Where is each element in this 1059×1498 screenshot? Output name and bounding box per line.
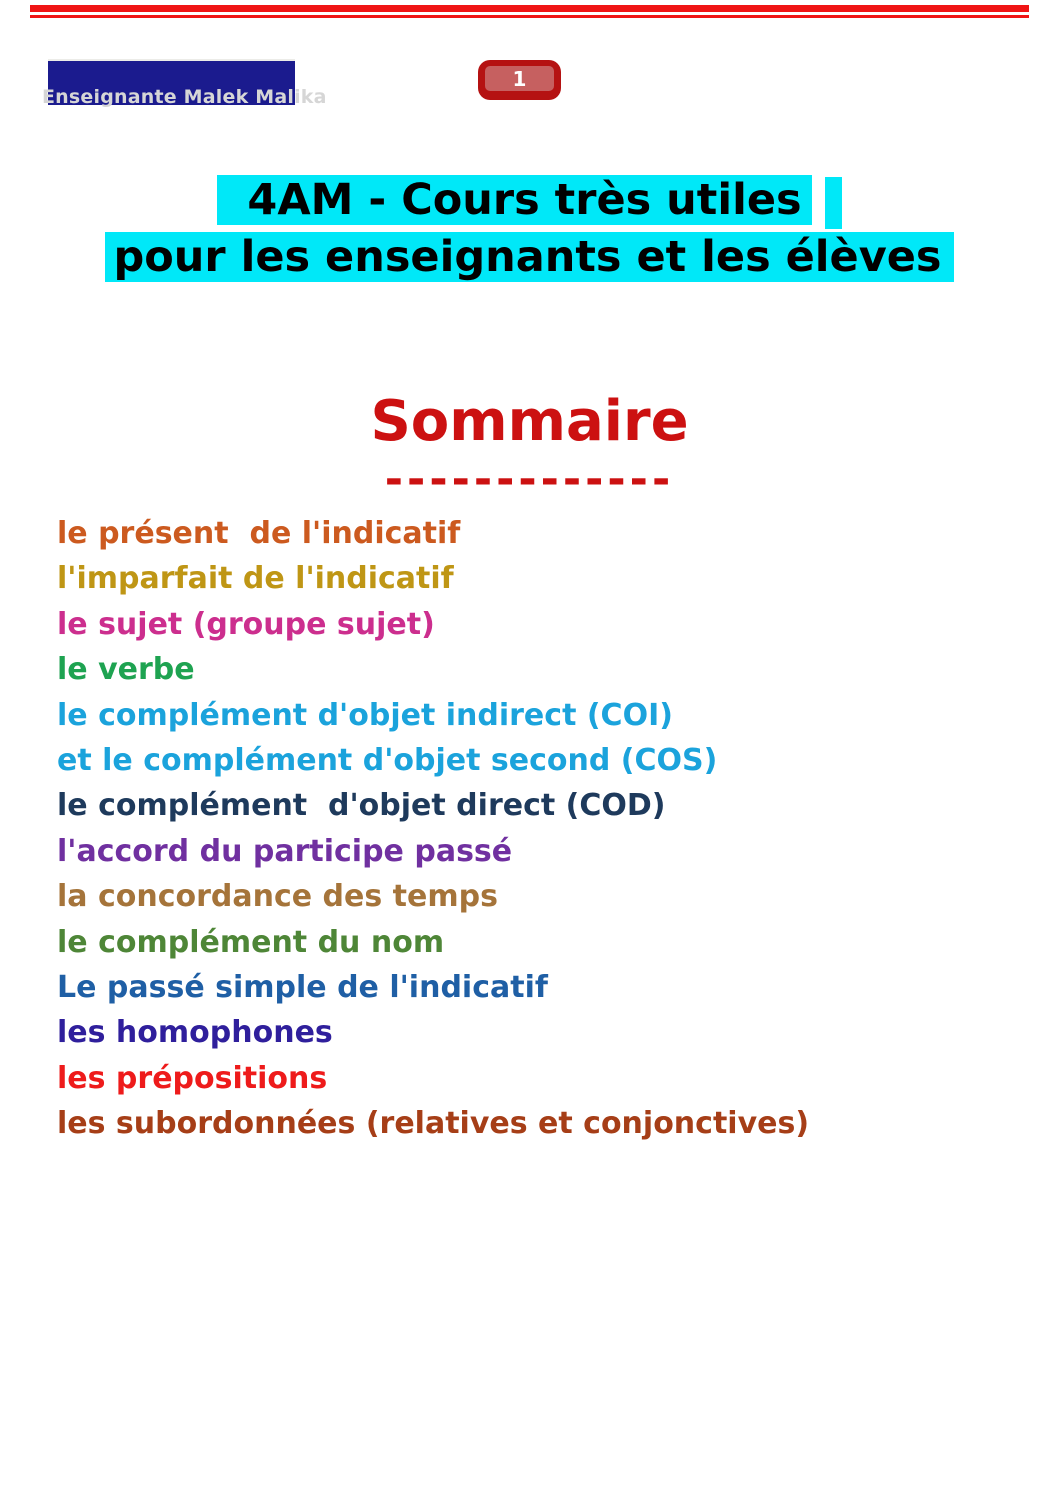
page-number-badge [478,60,561,100]
toc-item: et le complément d'objet second (COS) [57,743,718,779]
toc-item: les prépositions [57,1060,328,1096]
toc-item: le verbe [57,652,195,688]
toc-item: le sujet (groupe sujet) [57,606,435,642]
top-border-thick [30,5,1029,12]
title-line-1-text: 4AM - Cours très utiles [217,175,811,225]
teacher-name-box [42,61,327,108]
top-border-thin [30,15,1029,18]
document-title [0,172,1059,286]
toc-item: le complément du nom [57,924,445,960]
title-highlight-tail [825,177,842,229]
toc-list [57,511,809,1147]
sommaire-separator: ------------- [384,454,675,505]
toc-item: le complément d'objet indirect (COI) [57,697,673,733]
toc-item: le complément d'objet direct (COD) [57,788,666,824]
toc-item: les homophones [57,1015,333,1051]
title-line-1 [0,172,1059,229]
toc-item: Le passé simple de l'indicatif [57,970,548,1006]
toc-item: l'accord du participe passé [57,833,513,869]
teacher-name-label: Enseignante Malek Malika [42,86,327,108]
page-number-value: 1 [485,66,554,91]
toc-item: les subordonnées (relatives et conjonctives) [57,1106,810,1142]
toc-item: le présent de l'indicatif [57,516,461,551]
toc-item: la concordance des temps [57,879,498,915]
toc-item: l'imparfait de l'indicatif [57,561,454,597]
title-line-2-text: pour les enseignants et les élèves [105,232,953,282]
title-line-2 [0,229,1059,286]
sommaire-heading: Sommaire [370,389,689,454]
